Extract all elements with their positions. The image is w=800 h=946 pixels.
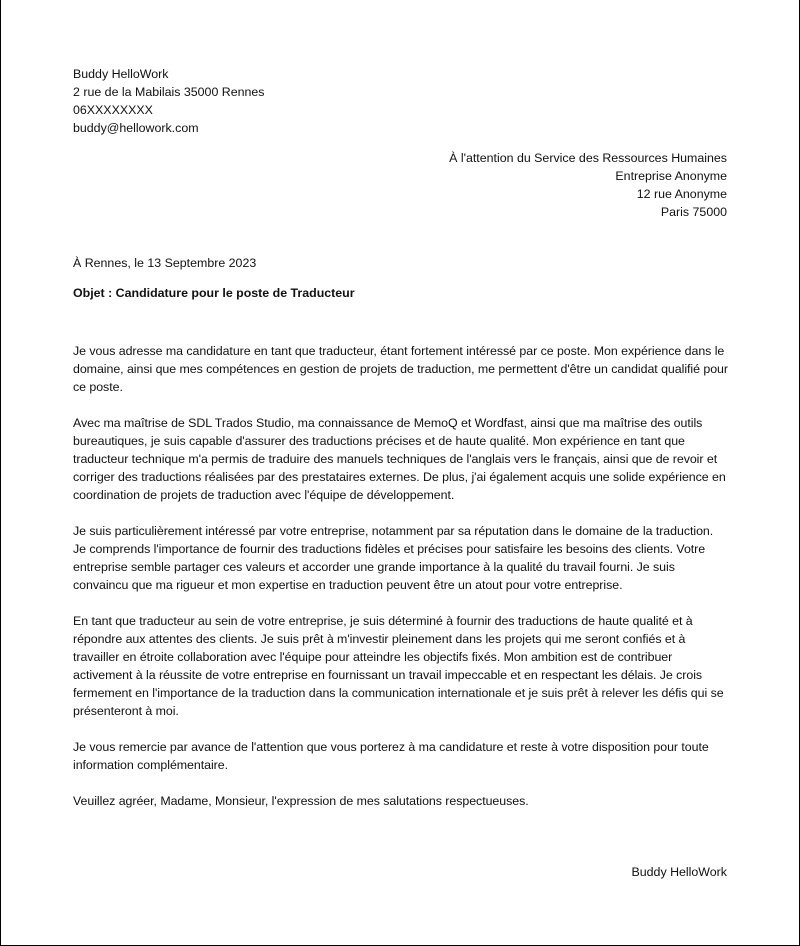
sender-block xyxy=(73,65,265,137)
sender-email: buddy@hellowork.com xyxy=(73,121,199,135)
letter-date: À Rennes, le 13 Septembre 2023 xyxy=(73,256,257,270)
body-paragraph: Je vous adresse ma candidature en tant que traducteur, étant fortement intéressé par ce poste. Mon expérience dans le domaine, ainsi que mes compétences en gestion de projets de traduction, me permettent d'être un candidat qualifié pour ce poste. xyxy=(73,344,728,394)
recipient-street: 12 rue Anonyme xyxy=(636,187,727,201)
recipient-company: Entreprise Anonyme xyxy=(615,169,727,183)
recipient-block xyxy=(449,149,727,221)
body-paragraph: Je suis particulièrement intéressé par votre entreprise, notamment par sa réputation dans le domaine de la traduction. Je comprends l'importance de fournir des traductions fidèles et précises pour satisfaire les besoins des clients. Votre entreprise semble partager ces valeurs et accorder une grande importance à la qualité du travail fourni. Je suis convaincu que ma rigueur et mon expertise en traduction peuvent être un atout pour votre entreprise. xyxy=(73,524,714,592)
letter-body xyxy=(73,342,729,828)
recipient-attention: À l'attention du Service des Ressources Humaines xyxy=(449,151,727,165)
body-paragraph: Avec ma maîtrise de SDL Trados Studio, ma connaissance de MemoQ et Wordfast, ainsi que ma maîtrise des outils bureautiques, je suis capable d'assurer des traductions précises et de haute qualité. Mon expérience en tant que traducteur technique m'a permis de traduire des manuels techniques de l'anglais vers le français, ainsi que de revoir et corriger des traductions réalisées par des prestataires externes. De plus, j'ai également acquis une solide expérience en coordination de projets de traduction avec l'équipe de développement. xyxy=(73,416,726,502)
sender-phone: 06XXXXXXXX xyxy=(73,103,153,117)
closing-paragraph: Veuillez agréer, Madame, Monsieur, l'expression de mes salutations respectueuses. xyxy=(73,794,529,808)
body-paragraph: Je vous remercie par avance de l'attention que vous porterez à ma candidature et reste à votre disposition pour toute information complémentaire. xyxy=(73,740,709,772)
body-paragraph: En tant que traducteur au sein de votre entreprise, je suis déterminé à fournir des traductions de haute qualité et à répondre aux attentes des clients. Je suis prêt à m'investir pleinement dans les projets qui me seront confiés et à travailler en étroite collaboration avec l'équipe pour atteindre les objectifs fixés. Mon ambition est de contribuer activement à la réussite de votre entreprise en fournissant un travail impeccable et en respectant les délais. Je crois fermement en l'importance de la traduction dans la communication internationale et je suis prêt à relever les défis qui se présenteront à moi. xyxy=(73,614,724,718)
signature: Buddy HelloWork xyxy=(631,865,727,879)
sender-address: 2 rue de la Mabilais 35000 Rennes xyxy=(73,85,265,99)
recipient-city: Paris 75000 xyxy=(660,205,727,219)
letter-subject: Objet : Candidature pour le poste de Traducteur xyxy=(73,286,355,300)
sender-name: Buddy HelloWork xyxy=(73,67,169,81)
